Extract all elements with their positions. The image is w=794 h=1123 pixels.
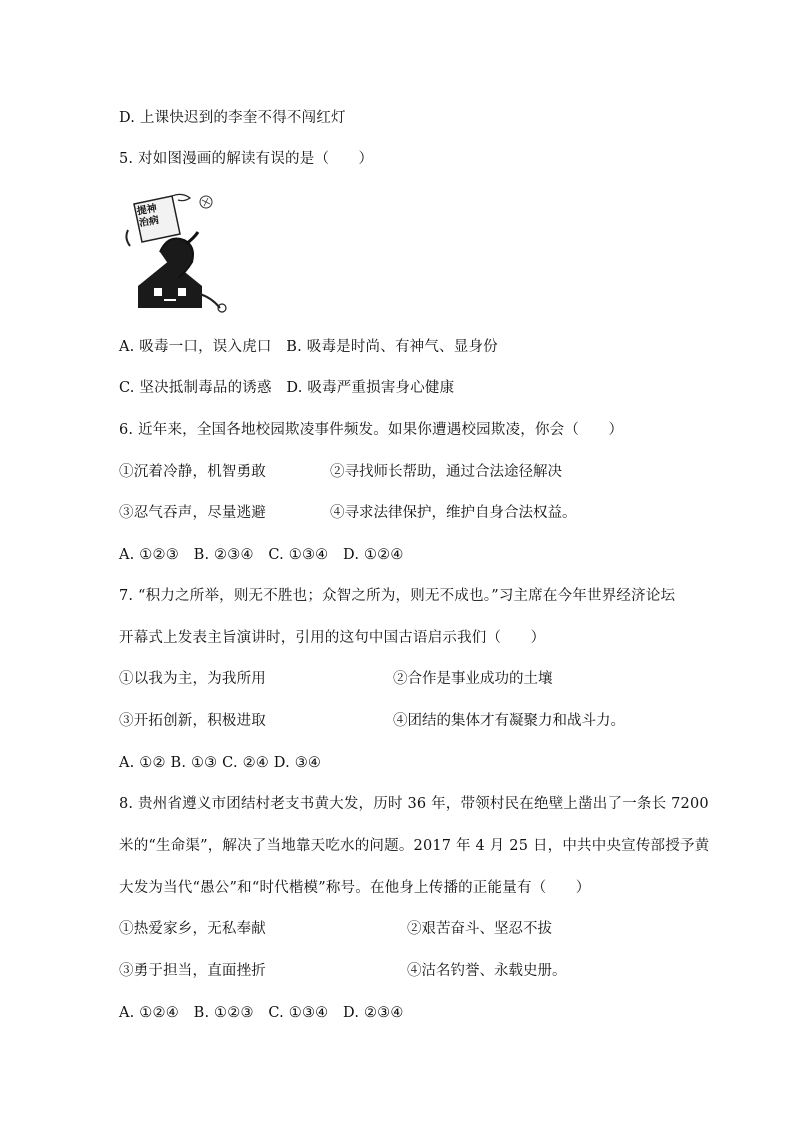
q7-item-4: ④团结的集体才有凝聚力和战斗力。 xyxy=(393,713,625,729)
question-7-line2: 开幕式上发表主旨演讲时，引用的这句中国古语启示我们（ ） xyxy=(119,630,546,646)
q6-item-4: ④寻求法律保护，维护自身合法权益。 xyxy=(330,505,577,521)
q7-options: A. ①② B. ①③ C. ②④ D. ③④ xyxy=(119,755,322,771)
question-8-line2: 米的“生命渠”，解决了当地靠天吃水的问题。2017 年 4 月 25 日，中共中央宣传部授予黄 xyxy=(119,838,710,854)
q5-options-ab: A. 吸毒一口，误入虎口 B. 吸毒是时尚、有神气、显身份 xyxy=(119,339,498,355)
question-7-line1: 7. “积力之所举，则无不胜也；众智之所为，则无不成也。”习主席在今年世界经济论坛 xyxy=(119,588,676,604)
question-6: 6. 近年来，全国各地校园欺凌事件频发。如果你遭遇校园欺凌，你会（ ） xyxy=(119,422,624,438)
drug-cartoon-image xyxy=(120,190,232,318)
q6-item-3: ③忍气吞声，尽量逃避 xyxy=(119,505,266,521)
q7-item-1: ①以我为主，为我所用 xyxy=(119,671,266,687)
line-q4-option-d: D. 上课快迟到的李奎不得不闯红灯 xyxy=(119,110,346,126)
cartoon-sign-text: 提神治病 xyxy=(136,203,160,230)
q6-item-2: ②寻找师长帮助，通过合法途径解决 xyxy=(330,464,562,480)
q8-options: A. ①②④ B. ①②③ C. ①③④ D. ②③④ xyxy=(119,1005,404,1021)
question-5: 5. 对如图漫画的解读有误的是（ ） xyxy=(119,151,374,167)
q6-item-1: ①沉着冷静，机智勇敢 xyxy=(119,464,266,480)
q7-item-2: ②合作是事业成功的土壤 xyxy=(393,671,553,687)
question-8-line3: 大发为当代“愚公”和“时代楷模”称号。在他身上传播的正能量有（ ） xyxy=(119,880,591,896)
q8-item-4: ④沽名钓誉、永载史册。 xyxy=(407,963,567,979)
q8-item-1: ①热爱家乡，无私奉献 xyxy=(119,921,266,937)
q6-options: A. ①②③ B. ②③④ C. ①③④ D. ①②④ xyxy=(119,547,404,563)
q8-item-2: ②艰苦奋斗、坚忍不拔 xyxy=(407,921,552,937)
question-8-line1: 8. 贵州省遵义市团结村老支书黄大发，历时 36 年，带领村民在绝壁上凿出了一条长 7200 xyxy=(119,796,709,812)
q5-options-cd: C. 坚决抵制毒品的诱惑 D. 吸毒严重损害身心健康 xyxy=(119,380,455,396)
q7-item-3: ③开拓创新，积极进取 xyxy=(119,713,266,729)
q8-item-3: ③勇于担当，直面挫折 xyxy=(119,963,266,979)
